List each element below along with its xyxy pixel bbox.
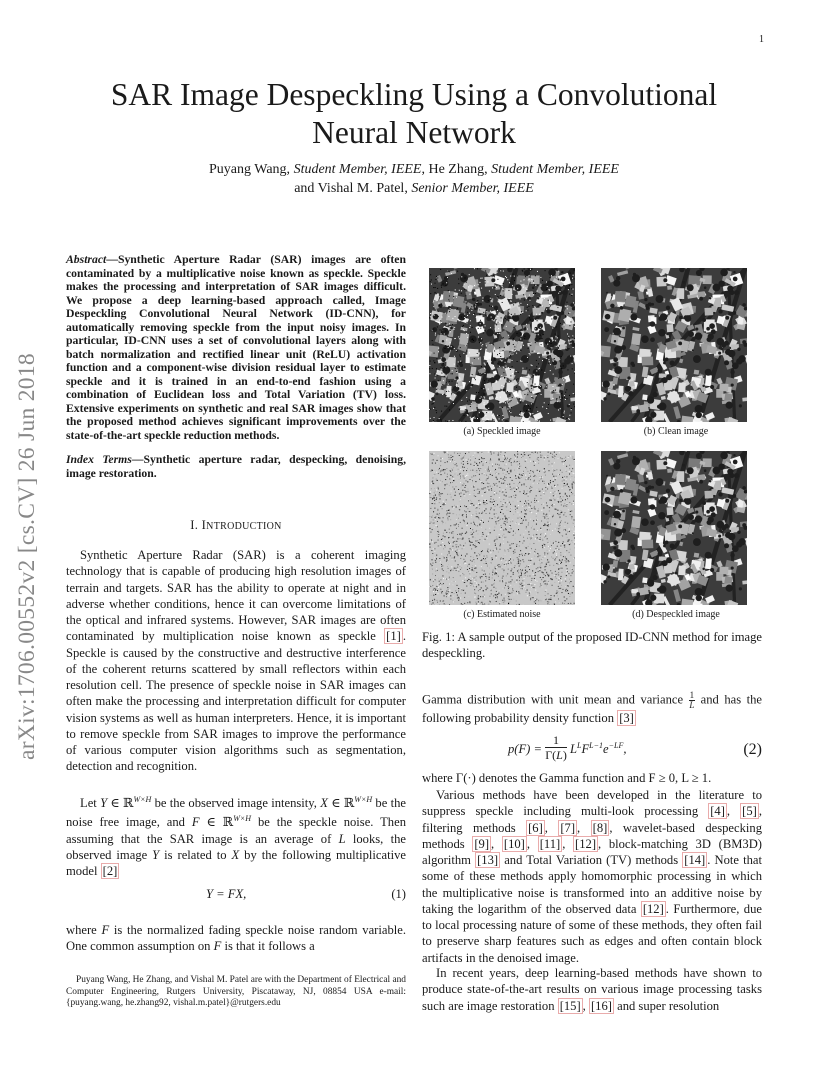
page-number: 1 bbox=[759, 34, 764, 45]
figure-caption-b: (b) Clean image bbox=[643, 426, 709, 437]
index-terms bbox=[66, 453, 406, 480]
intro-paragraph-1: Synthetic Aperture Radar (SAR) is a coherent imaging technology that is capable of producing high resolution images of terrain and targets. SAR has the ability to operate at night and in adverse whether conditions, hence it can overcome limitations of the optical and infrared systems. However, SAR images are often contaminated by multiplication noise known as speckle [1] . Speckle is caused by the constructive and destructive interference of the coherent returns scattered by small reflectors within each resolution cell. The presence of speckle noise in SAR images can often make the processing and interpretation difficult for computer vision systems as well as human interpreters. Hence, it is important to remove speckle from SAR images to improve the performance of various computer vision algorithms such as segmentation, detection and recognition. bbox=[66, 548, 406, 774]
abstract-text: —Synthetic Aperture Radar (SAR) images are often contaminated by a multiplicative noise known as speckle. Speckle makes the processing and interpretation of SAR images difficult. We propose a deep learning-based approach called, Image Despeckling Convolutional Neural Network (ID-CNN), for automatically removing speckle from the input noisy images. In particular, ID-CNN uses a set of convolutional layers along with batch normalization and rectified linear unit (ReLU) activation function and a component-wise division residual layer to estimate speckle and it is trained in an end-to-end fashion using a combination of Euclidean loss and Total Variation (TV) loss. Extensive experiments on synthetic and real SAR images show that the proposed method achieves significant improvements over the state-of-the-art speckle reduction methods. bbox=[66, 253, 406, 442]
despeckled-image bbox=[601, 451, 747, 605]
footnote-affiliation: Puyang Wang, He Zhang, and Vishal M. Patel are with the Department of Electrical and Computer Engineering, Rutgers University, Piscataway, NJ, 08854 USA e-mail:{puyang.wang, he.zhang92, vishal.m.patel}@rutgers.edu bbox=[66, 975, 406, 1009]
citation-link[interactable]: [12] bbox=[642, 901, 664, 916]
title-line-1: SAR Image Despeckling Using a Convolutional bbox=[110, 77, 718, 112]
citation-link[interactable]: [16] bbox=[590, 998, 612, 1013]
citation-link[interactable]: [1] bbox=[386, 629, 401, 644]
figure-caption-a: (a) Speckled image bbox=[463, 426, 541, 437]
citation-link[interactable]: [9] bbox=[474, 836, 490, 851]
estimated-noise-image bbox=[429, 451, 575, 605]
citation-link[interactable]: [11] bbox=[539, 836, 561, 851]
index-terms-text: —Synthetic aperture radar, despecking, denoising, image restoration. bbox=[66, 453, 406, 480]
equation-1-expr: Y = FX, bbox=[206, 887, 247, 901]
right-paragraph-4: In recent years, deep learning-based methods have shown to produce state-of-the-art results on various image processing tasks such are image restoration [15] , [16] and super resolution bbox=[422, 966, 762, 1013]
author-list bbox=[60, 160, 768, 198]
right-paragraph-2: where Γ(·) denotes the Gamma function and F ≥ 0, L ≥ 1. bbox=[422, 771, 712, 785]
citation-link[interactable]: [6] bbox=[528, 820, 543, 835]
title-line-2: Neural Network bbox=[312, 115, 516, 150]
citation-link[interactable]: [8] bbox=[592, 820, 608, 835]
equation-2-expr: p(F) = $\frac{1}{\Gamma(L)}$ $L^LF^{L-1}e^{-LF}$, bbox=[508, 733, 627, 762]
equation-2 bbox=[422, 733, 762, 767]
figure-caption-d: (d) Despeckled image bbox=[632, 609, 720, 620]
citation-link[interactable]: [4] bbox=[710, 804, 725, 819]
equation-1-number: (1) bbox=[391, 887, 406, 901]
citation-link[interactable]: [3] bbox=[619, 711, 634, 725]
clean-image bbox=[601, 268, 747, 422]
author-line-1: Puyang Wang, Student Member, IEEE, He Zhang, Student Member, IEEE bbox=[209, 162, 619, 177]
arxiv-id-text: arXiv:1706.00552v2 [cs.CV] 26 Jun 2018 bbox=[14, 353, 40, 760]
arxiv-identifier[interactable] bbox=[10, 290, 40, 760]
author-line-2: and Vishal M. Patel, Senior Member, IEEE bbox=[294, 181, 534, 196]
citation-link[interactable]: [2] bbox=[102, 864, 118, 879]
speckled-image bbox=[429, 268, 575, 422]
right-paragraph-3: Various methods have been developed in the literature to suppress speckle including multi-look processing [4] , [5] , filtering methods [6] , [7] , [8] , wavelet-based despecking methods [9] , [10] , [11] , [12] , block-matching 3D (BM3D) algorithm [13] and Total Variation (TV) methods [14] . Note that some of these methods apply homomorphic processing in which the multiplicative noise is transformed into an additive noise by taking the logarithm of the observed data [12] . Furthermore, due to local processing nature of some of these methods, they often fail to preserve sharp features such as edges and often contain block artifacts in the denoised image. bbox=[422, 788, 763, 965]
citation-link[interactable]: [14] bbox=[684, 853, 706, 867]
citation-link[interactable]: [5] bbox=[742, 804, 757, 819]
paper-title bbox=[60, 76, 768, 152]
citation-link[interactable]: [12] bbox=[575, 836, 597, 851]
right-paragraph-1: Gamma distribution with unit mean and variance $\frac{1}{L}$ and has the following probability density function [3] bbox=[422, 690, 762, 725]
intro-paragraph-3: where F is the normalized fading speckle noise random variable. One common assumption on F is that it follows a bbox=[66, 923, 406, 954]
citation-link[interactable]: [7] bbox=[560, 820, 576, 835]
abstract bbox=[66, 253, 406, 442]
citation-link[interactable]: [13] bbox=[477, 853, 499, 867]
abstract-label: Abstract bbox=[66, 253, 107, 266]
intro-paragraph-2: Let Y ∈ ℝ$^{W\times H}$ be the observed image intensity, X ∈ ℝ$^{W\times H}$ be the noise free image, and F ∈ ℝ$^{W\times H}$ be the speckle noise. Then assuming that the SAR image is an average of L looks, the observed image Y is related to X by the following multiplicative model [2] bbox=[66, 795, 406, 879]
equation-2-number: (2) bbox=[743, 741, 762, 758]
figure-1-caption: Fig. 1: A sample output of the proposed ID-CNN method for image despeckling. bbox=[422, 630, 762, 661]
citation-link[interactable]: [15] bbox=[559, 998, 581, 1013]
citation-link[interactable]: [10] bbox=[503, 836, 525, 851]
figure-caption-c: (c) Estimated noise bbox=[463, 609, 541, 620]
index-terms-label: Index Terms bbox=[66, 453, 132, 466]
section-heading-introduction: I. INTRODUCTION bbox=[190, 518, 282, 532]
